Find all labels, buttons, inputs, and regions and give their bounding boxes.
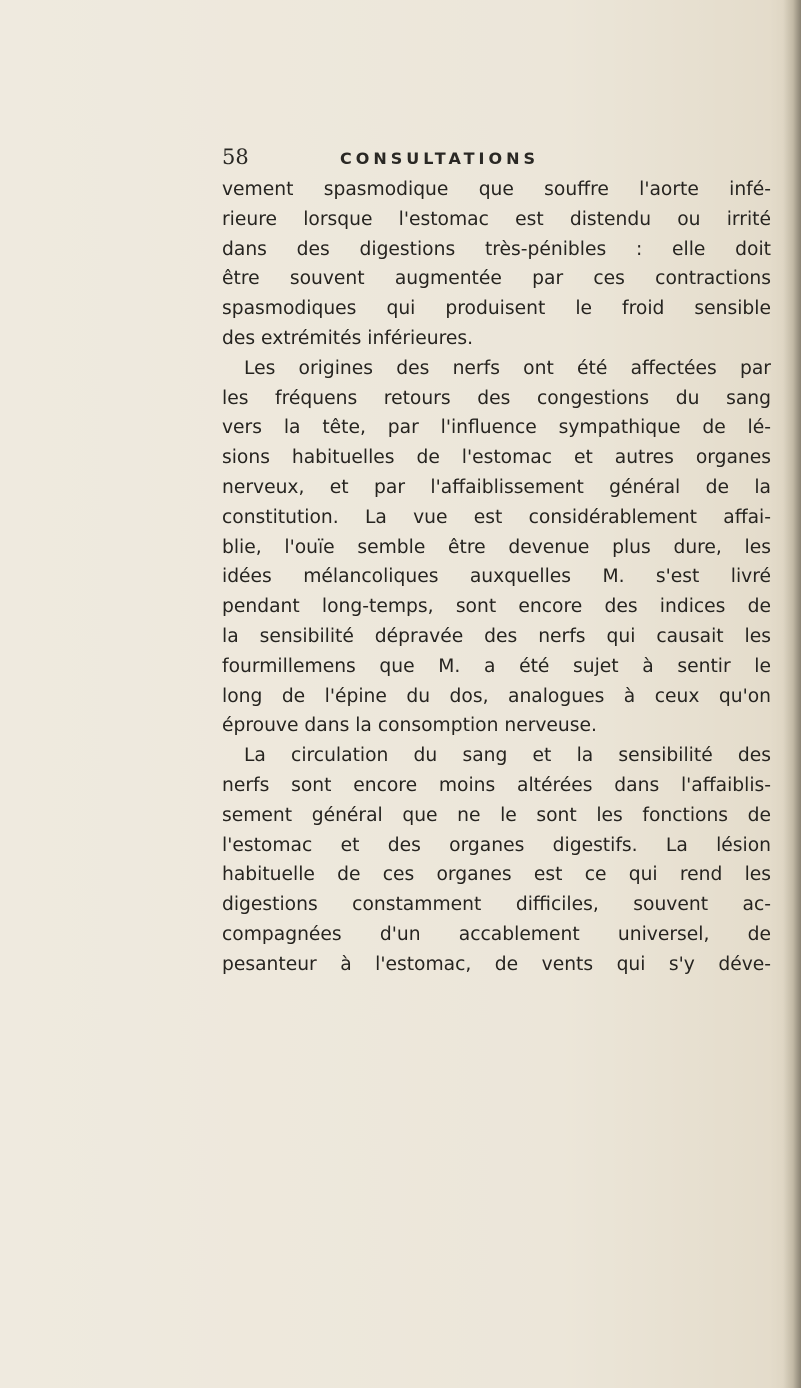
text-line: rieure lorsque l'estomac est distendu ou irrité bbox=[222, 208, 771, 230]
text-line: sement général que ne le sont les fonctions de bbox=[222, 804, 771, 826]
text-line: spasmodiques qui produisent le froid sensible bbox=[222, 298, 771, 320]
paragraph-first-line: Les origines des nerfs ont été affectées par bbox=[244, 357, 771, 379]
text-line: nerveux, et par l'affaiblissement général de la bbox=[222, 476, 771, 498]
running-head: CONSULTATIONS bbox=[340, 149, 539, 168]
text-line: des extrémités inférieures. bbox=[222, 327, 474, 349]
text-line: long de l'épine du dos, analogues à ceux qu'on bbox=[222, 685, 771, 707]
text-line: pendant long-temps, sont encore des indices de bbox=[222, 596, 771, 618]
text-line: fourmillemens que M. a été sujet à sentir le bbox=[222, 655, 771, 677]
page-header bbox=[222, 145, 642, 175]
body-text bbox=[222, 175, 771, 980]
text-line: idées mélancoliques auxquelles M. s'est livré bbox=[222, 566, 771, 588]
text-line: blie, l'ouïe semble être devenue plus dure, les bbox=[222, 536, 771, 558]
page-shadow-edge bbox=[783, 0, 801, 1388]
text-line: sions habituelles de l'estomac et autres organes bbox=[222, 447, 771, 469]
text-line: vement spasmodique que souffre l'aorte infé- bbox=[222, 179, 771, 200]
text-line: digestions constamment difficiles, souvent ac- bbox=[222, 894, 771, 916]
text-line: être souvent augmentée par ces contractions bbox=[222, 268, 771, 290]
page-number: 58 bbox=[222, 145, 249, 169]
text-line: nerfs sont encore moins altérées dans l'affaiblis- bbox=[222, 774, 771, 796]
text-line: l'estomac et des organes digestifs. La lésion bbox=[222, 834, 771, 856]
text-line: compagnées d'un accablement universel, de bbox=[222, 923, 771, 945]
text-line: la sensibilité dépravée des nerfs qui causait les bbox=[222, 625, 771, 647]
paragraph-first-line: La circulation du sang et la sensibilité des bbox=[244, 745, 771, 767]
text-line: vers la tête, par l'influence sympathique de lé- bbox=[222, 417, 771, 439]
text-line: habituelle de ces organes est ce qui rend les bbox=[222, 864, 771, 886]
text-line: dans des digestions très-pénibles : elle doit bbox=[222, 238, 771, 260]
text-line: éprouve dans la consomption nerveuse. bbox=[222, 715, 597, 737]
text-line: les fréquens retours des congestions du sang bbox=[222, 387, 771, 409]
text-line: pesanteur à l'estomac, de vents qui s'y déve- bbox=[222, 953, 771, 975]
text-line: constitution. La vue est considérablement affai- bbox=[222, 506, 771, 528]
